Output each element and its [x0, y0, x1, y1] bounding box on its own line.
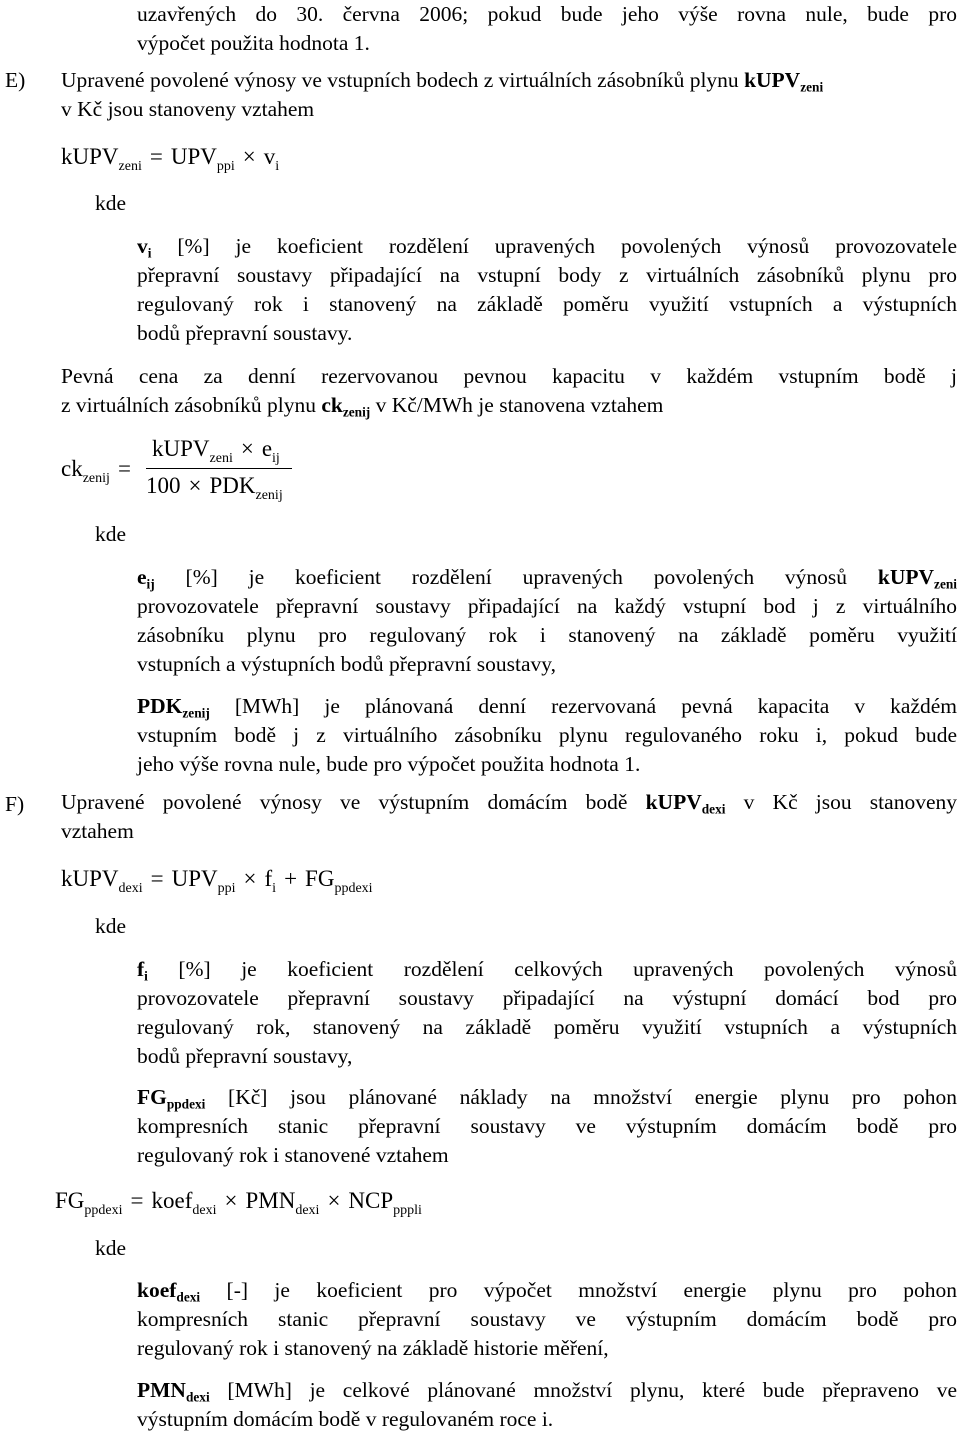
eij-row-1 — [137, 563, 957, 592]
fg-row-3: regulovaný rok i stanovené vztahem — [137, 1143, 449, 1167]
section-e-intro-symbol: kUPV — [744, 68, 801, 92]
formula3-term2: f — [264, 866, 273, 891]
pdk-row-1 — [137, 692, 957, 721]
formula3-plus: + — [284, 866, 298, 891]
formula2-lhs: ck — [61, 456, 83, 481]
formula4-term2-sub: dexi — [295, 1203, 320, 1218]
formula3-term1-sub: ppi — [217, 881, 236, 896]
section-f-intro-symbol: kUPV — [645, 790, 702, 814]
formula2-den2: PDK — [209, 473, 256, 498]
formula2-equals: = — [117, 456, 131, 481]
koef-definition — [137, 1276, 957, 1363]
eij-row-1-text: [%] je koeficient rozdělení upravených povolených výnosů — [154, 565, 878, 589]
fg-symbol: FG — [137, 1085, 167, 1109]
koef-row-1 — [137, 1276, 957, 1305]
section-f-letter: F) — [5, 792, 25, 816]
fg-row-2: kompresních stanic přepravní soustavy ve výstupním domácím bodě pro — [137, 1114, 957, 1138]
vi-definition — [137, 232, 957, 348]
fi-row-1-text: [%] je koeficient rozdělení celkových upravených povolených výnosů — [147, 957, 957, 981]
formula3-equals: = — [150, 866, 164, 891]
pevna-symbol: ck — [321, 393, 343, 417]
formula4-term2: PMN — [245, 1188, 296, 1213]
formula2-num2-sub: ij — [272, 451, 280, 466]
top-line-2: výpočet použita hodnota 1. — [137, 31, 370, 55]
pmn-row-1 — [137, 1376, 957, 1405]
eij-row-4: vstupních a výstupních bodů přepravní soustavy, — [137, 652, 556, 676]
vi-row-2: přepravní soustavy připadající na vstupní body z virtuálních zásobníků plynu pro — [137, 263, 957, 287]
pevna-subscript: zenij — [342, 404, 371, 420]
formula2-lhs-sub: zenij — [82, 471, 110, 486]
fi-subscript: i — [144, 968, 148, 984]
eij-row-2: provozovatele přepravní soustavy připadající na každý vstupní bod j z virtuálního — [137, 594, 957, 618]
formula2-den1: 100 — [146, 473, 181, 498]
formula2-num1-sub: zeni — [209, 451, 233, 466]
formula2-den2-sub: zenij — [255, 488, 283, 503]
formula1-times: × — [242, 144, 256, 169]
fg-row-1 — [137, 1083, 957, 1112]
section-e-intro-subscript: zeni — [800, 79, 824, 95]
kde-label-4: kde — [95, 1236, 127, 1260]
section-f-intro — [61, 788, 957, 846]
top-line-1: uzavřených do 30. června 2006; pokud bude jeho výše rovna nule, bude pro — [137, 2, 957, 26]
top-paragraph — [137, 0, 957, 58]
fg-definition — [137, 1083, 957, 1170]
section-e-intro-text: Upravené povolené výnosy ve vstupních bodech z virtuálních zásobníků plynu — [61, 68, 745, 92]
section-f-intro-b: v Kč jsou stanoveny — [725, 790, 957, 814]
formula4-equals: = — [130, 1188, 144, 1213]
formula-ck-lhs — [61, 456, 139, 486]
pmn-symbol: PMN — [137, 1378, 186, 1402]
formula1-lhs-sub: zeni — [118, 159, 142, 174]
vi-row-1-text: [%] je koeficient rozdělení upravených povolených výnosů provozovatele — [151, 234, 957, 258]
koef-subscript: dexi — [176, 1289, 201, 1305]
formula2-denominator — [146, 473, 283, 503]
pevna-line-1: Pevná cena za denní rezervovanou pevnou kapacitu v každém vstupním bodě j — [61, 364, 957, 388]
vi-subscript: i — [147, 245, 152, 261]
formula1-equals: = — [149, 144, 163, 169]
formula2-fraction-bar — [146, 468, 292, 469]
formula4-lhs-sub: ppdexi — [84, 1203, 123, 1218]
koef-symbol: koef — [137, 1278, 177, 1302]
eij-symbol: e — [137, 565, 147, 589]
formula4-term1: koef — [151, 1188, 193, 1213]
pmn-row-1-text: [MWh] je celkové plánované množství plynu, které bude přepraveno ve — [209, 1378, 957, 1402]
formula4-term1-sub: dexi — [192, 1203, 217, 1218]
formula1-term1-sub: ppi — [216, 159, 235, 174]
formula3-term3: FG — [305, 866, 335, 891]
fi-row-2: provozovatele přepravní soustavy připadající na výstupní domácí bod pro — [137, 986, 957, 1010]
section-e-intro-line-2: v Kč jsou stanoveny vztahem — [61, 97, 315, 121]
pdk-row-2: vstupním bodě j z virtuálního zásobníku plynu regulovaného roku i, pokud bude — [137, 723, 957, 747]
kde-label-3: kde — [95, 914, 127, 938]
section-e-letter: E) — [5, 68, 26, 92]
koef-row-2: kompresních stanic přepravní soustavy ve výstupním domácím bodě pro — [137, 1307, 957, 1331]
formula3-term3-sub: ppdexi — [334, 881, 373, 896]
pdk-definition — [137, 692, 957, 779]
vi-row-3: regulovaný rok i stanovený na základě poměru využití vstupních a výstupních — [137, 292, 957, 316]
eij-kupv: kUPV — [877, 565, 935, 589]
pevna-line-2-b: v Kč/MWh je stanovena vztahem — [370, 393, 664, 417]
vi-row-4: bodů přepravní soustavy. — [137, 321, 353, 345]
section-f-intro-subscript: dexi — [701, 801, 726, 817]
formula2-times-num: × — [240, 436, 254, 461]
eij-kupv-sub: zeni — [934, 576, 957, 592]
formula-kupv-dexi — [61, 866, 373, 896]
fg-subscript: ppdexi — [166, 1096, 206, 1112]
formula1-term2: v — [263, 144, 276, 169]
formula4-times-2: × — [327, 1188, 341, 1213]
fi-row-1 — [137, 955, 957, 984]
eij-definition — [137, 563, 957, 679]
fi-definition — [137, 955, 957, 1071]
section-f-intro-line-2: vztahem — [61, 819, 134, 843]
pmn-row-2: výstupním domácím bodě v regulovaném roce i. — [137, 1407, 554, 1431]
section-e-intro-line-1 — [61, 68, 824, 95]
fi-row-3: regulovaný rok, stanovený na základě poměru využití vstupních a výstupních — [137, 1015, 957, 1039]
formula3-times: × — [243, 866, 257, 891]
pmn-definition — [137, 1376, 957, 1434]
formula3-lhs-sub: dexi — [118, 881, 143, 896]
formula2-times-den: × — [188, 473, 202, 498]
fi-symbol: f — [137, 957, 145, 981]
eij-subscript: ij — [146, 576, 155, 592]
formula4-times-1: × — [224, 1188, 238, 1213]
formula3-lhs: kUPV — [61, 866, 119, 891]
formula-fg-ppdexi — [55, 1188, 422, 1218]
kde-label-1: kde — [95, 191, 127, 215]
koef-row-1-text: [-] je koeficient pro výpočet množství energie plynu pro pohon — [200, 1278, 957, 1302]
formula3-term2-sub: i — [272, 881, 277, 896]
pevna-line-2 — [61, 391, 957, 420]
section-f-intro-line-1 — [61, 788, 957, 817]
formula1-lhs: kUPV — [61, 144, 119, 169]
pevna-paragraph — [61, 362, 957, 420]
fg-row-1-text: [Kč] jsou plánované náklady na množství energie plynu pro pohon — [205, 1085, 957, 1109]
pevna-line-2-a: z virtuálních zásobníků plynu — [61, 393, 322, 417]
formula3-term1: UPV — [171, 866, 218, 891]
formula4-lhs: FG — [55, 1188, 85, 1213]
formula2-num1: kUPV — [152, 436, 210, 461]
formula1-term1: UPV — [170, 144, 217, 169]
kde-label-2: kde — [95, 522, 127, 546]
pdk-row-3: jeho výše rovna nule, bude pro výpočet použita hodnota 1. — [137, 752, 641, 776]
pmn-subscript: dexi — [185, 1389, 210, 1405]
pdk-symbol: PDK — [137, 694, 183, 718]
vi-row-1 — [137, 232, 957, 261]
koef-row-3: regulovaný rok i stanovený na základě historie měření, — [137, 1336, 609, 1360]
formula1-term2-sub: i — [275, 159, 280, 174]
formula2-numerator — [152, 436, 280, 466]
eij-row-3: zásobníku plynu pro regulovaný rok i stanovený na základě poměru využití — [137, 623, 957, 647]
vi-symbol: v — [137, 234, 148, 258]
formula-kupv-zeni — [61, 144, 280, 174]
pdk-row-1-text: [MWh] je plánovaná denní rezervovaná pevná kapacita v každém — [209, 694, 957, 718]
fi-row-4: bodů přepravní soustavy, — [137, 1044, 353, 1068]
formula4-term3: NCP — [348, 1188, 394, 1213]
formula4-term3-sub: pppli — [393, 1203, 422, 1218]
section-f-intro-a: Upravené povolené výnosy ve výstupním domácím bodě — [61, 790, 646, 814]
formula2-num2: e — [261, 436, 273, 461]
pdk-subscript: zenij — [182, 705, 210, 721]
